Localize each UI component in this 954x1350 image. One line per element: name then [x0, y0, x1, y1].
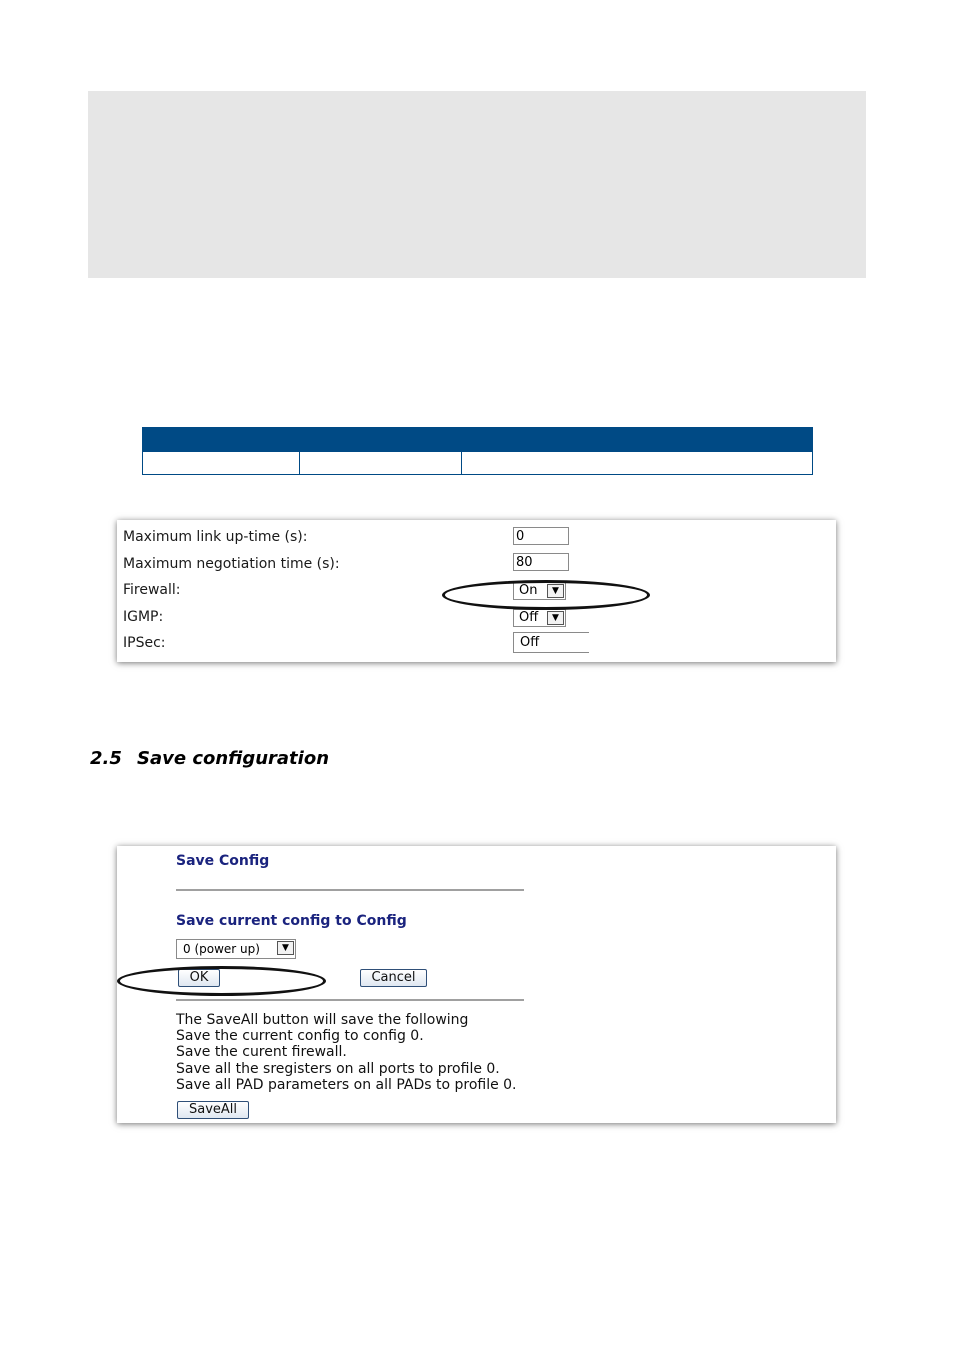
igmp-select-value: Off [519, 610, 539, 625]
info-line: Save all the sregisters on all ports to profile 0. [176, 1060, 500, 1077]
info-line: Save all PAD parameters on all PADs to profile 0. [176, 1076, 517, 1093]
save-config-title: Save Config [176, 853, 270, 869]
max-negotiation-time-input[interactable]: 80 [513, 553, 569, 571]
table-cell [300, 452, 462, 475]
chevron-down-icon[interactable]: ▼ [547, 611, 564, 625]
highlight-ellipse-firewall [442, 580, 650, 610]
config-select-value: 0 (power up) [183, 942, 260, 956]
gray-note-box [88, 91, 866, 278]
info-line: Save the curent firewall. [176, 1044, 347, 1061]
igmp-label: IGMP: [123, 609, 164, 625]
ipsec-label: IPSec: [123, 635, 166, 651]
firewall-select-value: On [519, 583, 538, 598]
cancel-button[interactable]: Cancel [360, 969, 427, 987]
chevron-down-icon[interactable]: ▼ [547, 584, 564, 598]
firewall-label: Firewall: [123, 582, 181, 598]
table-cell [143, 452, 300, 475]
divider [176, 999, 524, 1001]
section-title: Save configuration [137, 748, 330, 769]
divider [176, 889, 524, 891]
chevron-down-icon[interactable]: ▼ [277, 941, 294, 955]
ipsec-value: Off [513, 632, 589, 653]
saveall-button[interactable]: SaveAll [177, 1101, 249, 1119]
table-header-cell [143, 428, 300, 452]
info-line: Save the current config to config 0. [176, 1028, 424, 1045]
section-heading [90, 746, 329, 772]
table-header-row [143, 428, 813, 452]
info-line: The SaveAll button will save the following [176, 1012, 469, 1028]
config-select[interactable] [176, 939, 296, 959]
igmp-select[interactable] [513, 609, 566, 627]
max-link-uptime-input[interactable]: 0 [513, 527, 569, 545]
table-header-cell [300, 428, 462, 452]
section-number: 2.5 [90, 748, 122, 769]
table-cell [462, 452, 813, 475]
table-header-cell [462, 428, 813, 452]
save-config-subtitle: Save current config to Config [176, 913, 407, 929]
highlight-ellipse-ok [117, 966, 326, 996]
max-negotiation-time-label: Maximum negotiation time (s): [123, 556, 340, 572]
max-link-uptime-label: Maximum link up-time (s): [123, 529, 308, 545]
table-row [143, 452, 813, 475]
ok-button[interactable]: OK [178, 969, 220, 987]
saveall-info-text [176, 1012, 517, 1093]
data-table [142, 427, 813, 475]
